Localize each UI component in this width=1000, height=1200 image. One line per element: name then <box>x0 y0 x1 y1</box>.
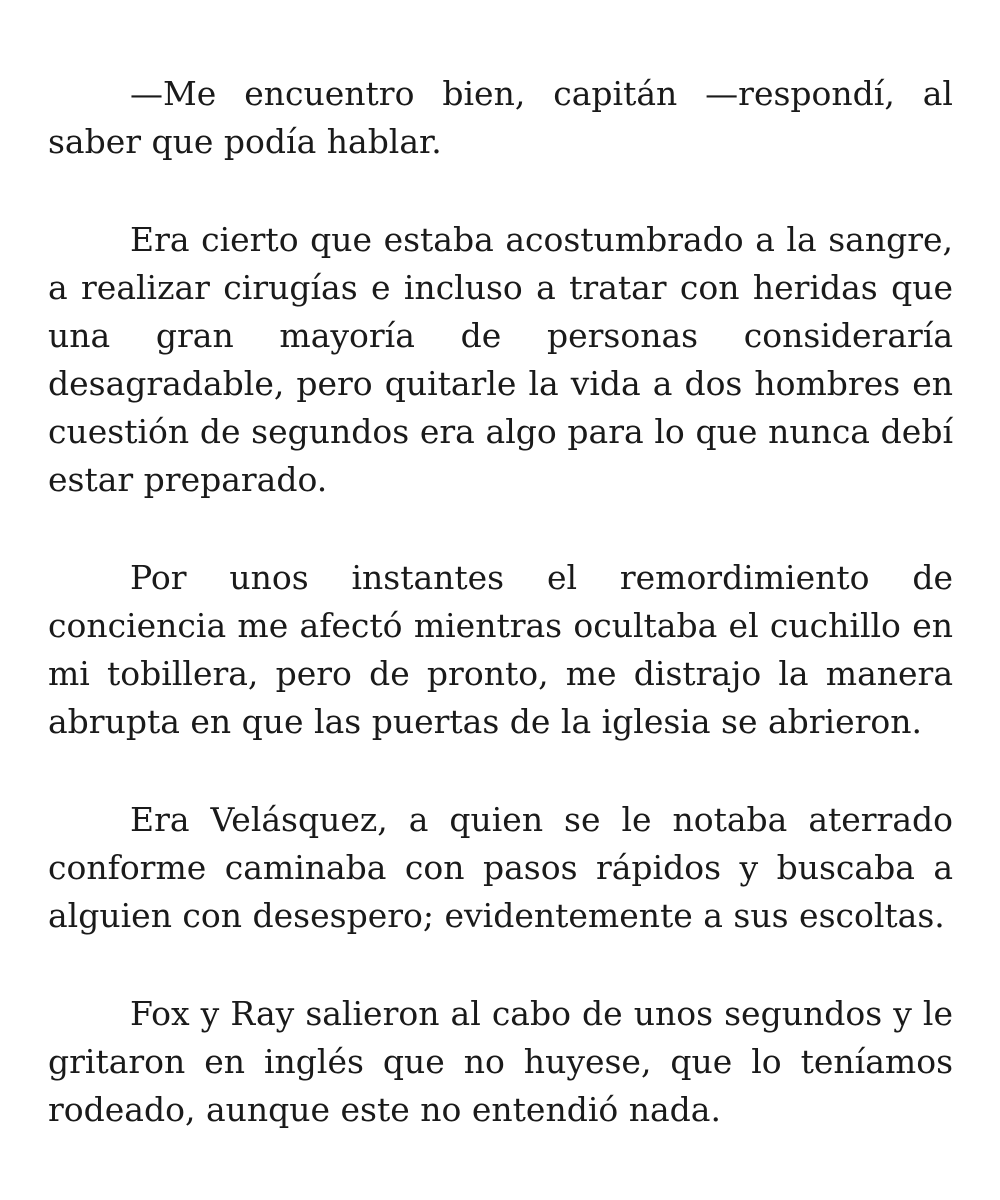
paragraph-4: Era Velásquez, a quien se le notaba aterrado conforme caminaba con pasos rápidos y buscaba a alguien con desespero; evidentemente a sus escoltas. <box>48 800 953 935</box>
paragraph-1: —Me encuentro bien, capitán —respondí, al saber que podía hablar. <box>48 74 953 161</box>
paragraph-3: Por unos instantes el remordimiento de conciencia me afectó mientras ocultaba el cuchillo en mi tobillera, pero de pronto, me distrajo la manera abrupta en que las puertas de la iglesia se abrieron. <box>48 558 953 741</box>
paragraph-2: Era cierto que estaba acostumbrado a la sangre, a realizar cirugías e incluso a tratar con heridas que una gran mayoría de personas consideraría desagradable, pero quitarle la vida a dos hombres en cuestión de segundos era algo para lo que nunca debí estar preparado. <box>48 220 953 499</box>
paragraph-5: Fox y Ray salieron al cabo de unos segundos y le gritaron en inglés que no huyese, que lo teníamos rodeado, aunque este no entendió nada. <box>48 994 953 1129</box>
